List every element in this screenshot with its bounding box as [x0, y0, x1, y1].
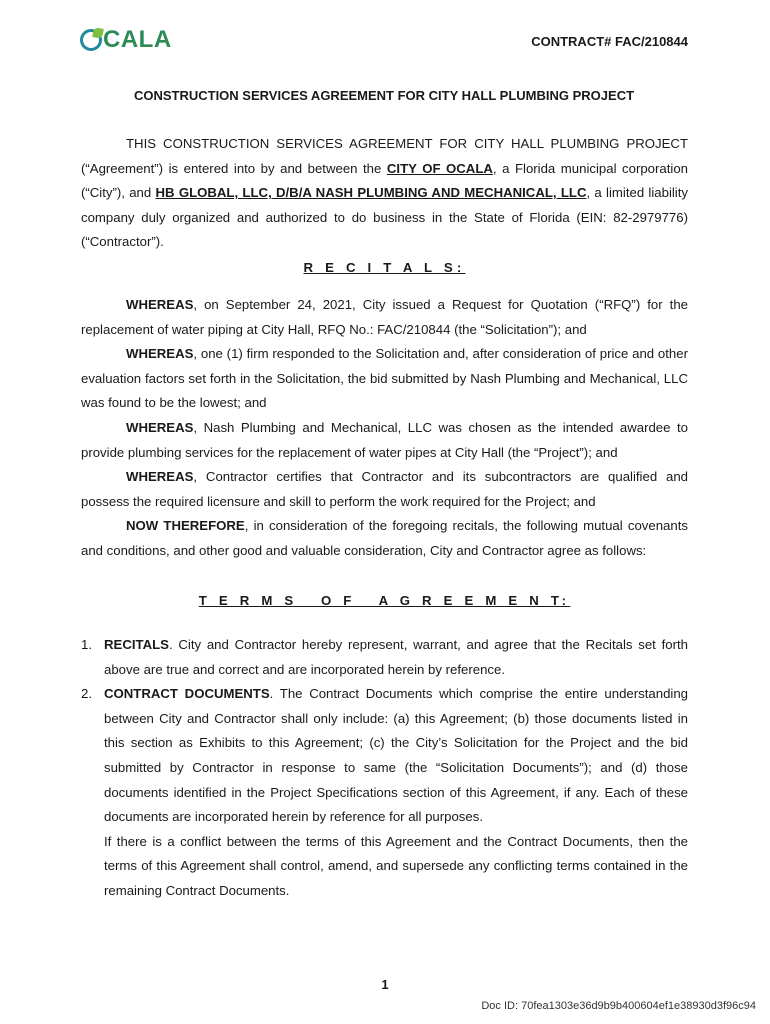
logo-o-leaf-icon — [80, 29, 102, 51]
intro-text-2: , a Florida municipal corporation (“City”), and — [81, 160, 688, 201]
term-number: 1. — [81, 637, 92, 652]
recital-lead: WHEREAS — [126, 297, 194, 312]
recital-lead: WHEREAS — [126, 469, 194, 485]
intro-paragraph — [81, 132, 688, 255]
document-title: CONSTRUCTION SERVICES AGREEMENT FOR CITY HALL PLUMBING PROJECT — [133, 88, 635, 103]
term-lead: RECITALS — [104, 637, 169, 652]
doc-id: Doc ID: 70fea1303e36d9b9b400604ef1e38930d3f96c94 — [481, 1000, 756, 1012]
conflict-clause: If there is a conflict between the terms of this Agreement and the Contract Documents, then the terms of this Agreement shall control, amend, and supersede any conflicting terms contained in the remaining Contract Documents. — [104, 833, 688, 898]
page-number: 1 — [381, 977, 389, 992]
recital-paragraph — [81, 293, 688, 342]
contract-number: CONTRACT# FAC/210844 — [531, 34, 688, 49]
intro-text-1: THIS CONSTRUCTION SERVICES AGREEMENT FOR CITY HALL PLUMBING PROJECT (“Agreement”) is entered into by and between the — [81, 136, 688, 176]
recital-paragraph — [81, 514, 688, 563]
party-contractor: HB GLOBAL, LLC, D/B/A NASH PLUMBING AND MECHANICAL, LLC — [155, 185, 587, 201]
recital-paragraph — [81, 465, 688, 514]
recitals-section — [81, 293, 688, 564]
recital-text: , Nash Plumbing and Mechanical, LLC was chosen as the intended awardee to provide plumbing services for the replacement of water pipes at City Hall (the “Project”); and — [81, 419, 688, 460]
term-number: 2. — [81, 686, 92, 702]
term-text: . The Contract Documents which comprise the entire understanding between City and Contractor shall only include: (a) this Agreement; (b) those documents listed in this section as Exhibits to this Agreement; (c) the City’s Solicitation for the Project and the bid submitted by Contractor in response to same (the “Solicitation Documents”); and (d) those documents identified in the Project Specifications section of this Agreement, if any. Each of these documents are incorporated herein by reference for all purposes. — [104, 686, 688, 825]
term-lead: CONTRACT DOCUMENTS — [104, 686, 270, 702]
recital-lead: WHEREAS — [126, 346, 194, 362]
recital-text: , in consideration of the foregoing recitals, the following mutual covenants and conditions, and other good and valuable consideration, City and Contractor agree as follows: — [81, 518, 688, 558]
recital-lead: WHEREAS — [126, 419, 194, 435]
recital-text: , on September 24, 2021, City issued a Request for Quotation (“RFQ”) for the replacement of water piping at City Hall, RFQ No.: FAC/210844 (the “Solicitation”); and — [81, 297, 688, 337]
term-text: . City and Contractor hereby represent, warrant, and agree that the Recitals set forth above are true and correct and are incorporated herein by reference. — [104, 637, 688, 677]
recital-lead: NOW THEREFORE — [126, 518, 245, 534]
recitals-heading: R E C I T A L S: — [303, 260, 466, 275]
term-item — [81, 633, 688, 682]
terms-heading: T E R M S O F A G R E E M E N T: — [198, 593, 571, 608]
intro-text-3: , a limited liability company duly organized and authorized to do business in the State of Florida (EIN: 82-2979776) (“Contractor”). — [81, 185, 688, 250]
logo-text: CALA — [103, 26, 172, 53]
recital-paragraph — [81, 342, 688, 416]
terms-list — [81, 633, 688, 904]
recital-text: , Contractor certifies that Contractor and its subcontractors are qualified and possess the required licensure and skill to perform the work required for the Project; and — [81, 469, 688, 509]
recital-text: , one (1) firm responded to the Solicitation and, after consideration of price and other evaluation factors set forth in the Solicitation, the bid submitted by Nash Plumbing and Mechanical, LLC was found to be the lowest; and — [81, 346, 688, 411]
term-item — [81, 682, 688, 830]
party-city: CITY OF OCALA — [386, 160, 493, 176]
recital-paragraph — [81, 416, 688, 465]
ocala-logo — [80, 26, 172, 54]
